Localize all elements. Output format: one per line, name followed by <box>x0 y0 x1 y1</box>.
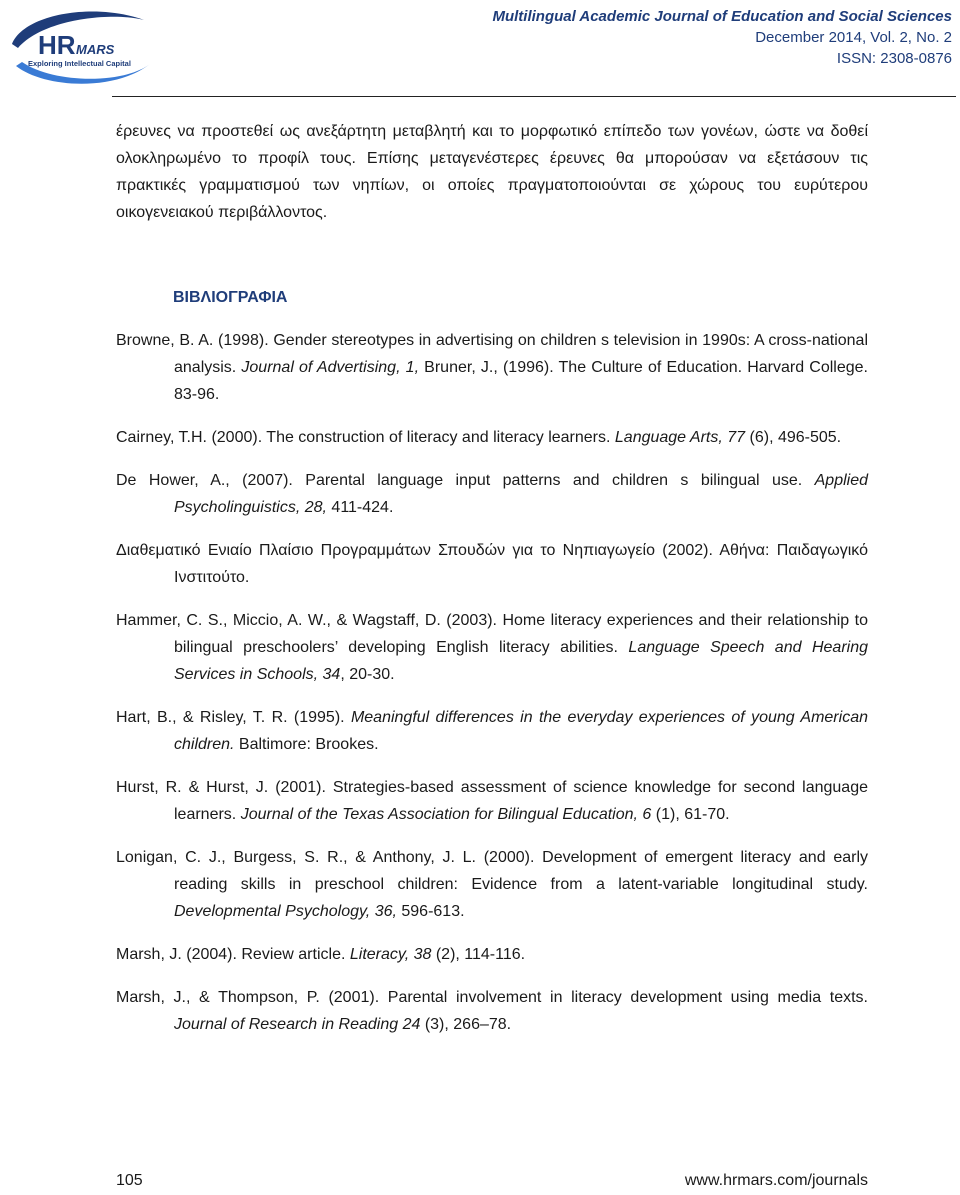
reference-source: Journal of the Texas Association for Bilingual Education, 6 <box>240 806 652 823</box>
reference-text: Lonigan, C. J., Burgess, S. R., & Anthony, J. L. (2000). Development of emergent literacy and early reading skills in preschool children: Evidence from a latent-variable longitudinal study. <box>116 849 868 893</box>
reference-item <box>116 537 868 591</box>
reference-item <box>116 607 868 688</box>
reference-text: Hart, B., & Risley, T. R. (1995). <box>116 709 351 726</box>
reference-text: Browne, B. A. (1998). Gender stereotypes in advertising on children s television in 1990s: A cross-national analysis. <box>116 332 868 376</box>
reference-source: Language Speech and Hearing Services in Schools, 34 <box>174 639 868 683</box>
reference-source: Meaningful differences in the everyday experiences of young American children. <box>174 709 868 753</box>
journal-header <box>492 6 952 69</box>
page-content <box>116 118 868 1038</box>
reference-source: Journal of Advertising, 1, <box>241 359 420 376</box>
reference-source: Literacy, 38 <box>349 946 432 963</box>
reference-list <box>116 327 868 1038</box>
reference-item <box>116 774 868 828</box>
reference-details: 596-613. <box>396 903 465 920</box>
page-number: 105 <box>116 1172 143 1189</box>
reference-item <box>116 327 868 408</box>
reference-text: De Hower, A., (2007). Parental language input patterns and children s bilingual use. <box>116 472 815 489</box>
reference-source: Developmental Psychology, 36, <box>174 903 397 920</box>
reference-details: Bruner, J., (1996). The Culture of Education. Harvard College. 83-96. <box>174 359 868 403</box>
reference-item <box>116 984 868 1038</box>
header-divider <box>112 96 956 97</box>
reference-item <box>116 844 868 925</box>
hrmars-logo <box>4 4 154 94</box>
reference-item <box>116 704 868 758</box>
intro-paragraph: έρευνες να προστεθεί ως ανεξάρτητη μεταβλητή και το μορφωτικό επίπεδο των γονέων, ώστε να δοθεί ολοκληρωμένο το προφίλ τους. Επίσης μεταγενέστερες έρευνες θα μπορούσαν να εξετάσουν τις πρακτικές γραμματισμού των νηπίων, οι οποίες πραγματοποιούνται σε χώρους του ευρύτερου οικογενειακού περιβάλλοντος. <box>116 123 868 221</box>
reference-source: Applied Psycholinguistics, 28, <box>174 472 868 516</box>
reference-details: (2), 114-116. <box>431 946 526 963</box>
journal-issue: December 2014, Vol. 2, No. 2 <box>755 29 952 46</box>
reference-item <box>116 424 868 451</box>
reference-text: Hurst, R. & Hurst, J. (2001). Strategies-based assessment of science knowledge for second language learners. <box>116 779 868 823</box>
bibliography-heading: ΒΙΒΛΙΟΓΡΑΦΙΑ <box>173 289 288 306</box>
logo-hr-text: HR <box>38 30 76 60</box>
reference-item <box>116 941 868 968</box>
footer-url: www.hrmars.com/journals <box>684 1172 868 1189</box>
reference-text: Hammer, C. S., Miccio, A. W., & Wagstaff, D. (2003). Home literacy experiences and their relationship to bilingual preschoolers’ developing English literacy abilities. <box>116 612 868 656</box>
reference-text: Διαθεματικό Ενιαίο Πλαίσιο Προγραμμάτων Σπουδών για το Νηπιαγωγείο (2002). Αθήνα: Παιδαγωγικό Ινστιτούτο. <box>116 542 868 586</box>
reference-source: Language Arts, 77 <box>614 429 746 446</box>
logo-tagline: Exploring Intellectual Capital <box>28 59 131 68</box>
journal-issn: ISSN: 2308-0876 <box>836 50 952 67</box>
reference-details: Baltimore: Brookes. <box>234 736 379 753</box>
reference-details: (3), 266–78. <box>420 1016 512 1033</box>
reference-details: (6), 496-505. <box>745 429 842 446</box>
reference-text: Marsh, J. (2004). Review article. <box>116 946 350 963</box>
reference-details: 411-424. <box>326 499 394 516</box>
logo-mars-text: MARS <box>76 42 115 57</box>
reference-details: (1), 61-70. <box>651 806 730 823</box>
reference-details: , 20-30. <box>340 666 395 683</box>
reference-source: Journal of Research in Reading 24 <box>174 1016 421 1033</box>
reference-item <box>116 467 868 521</box>
reference-text: Cairney, T.H. (2000). The construction of literacy and literacy learners. <box>116 429 615 446</box>
reference-text: Marsh, J., & Thompson, P. (2001). Parental involvement in literacy development using media texts. <box>116 989 868 1006</box>
journal-title: Multilingual Academic Journal of Education and Social Sciences <box>492 8 952 25</box>
